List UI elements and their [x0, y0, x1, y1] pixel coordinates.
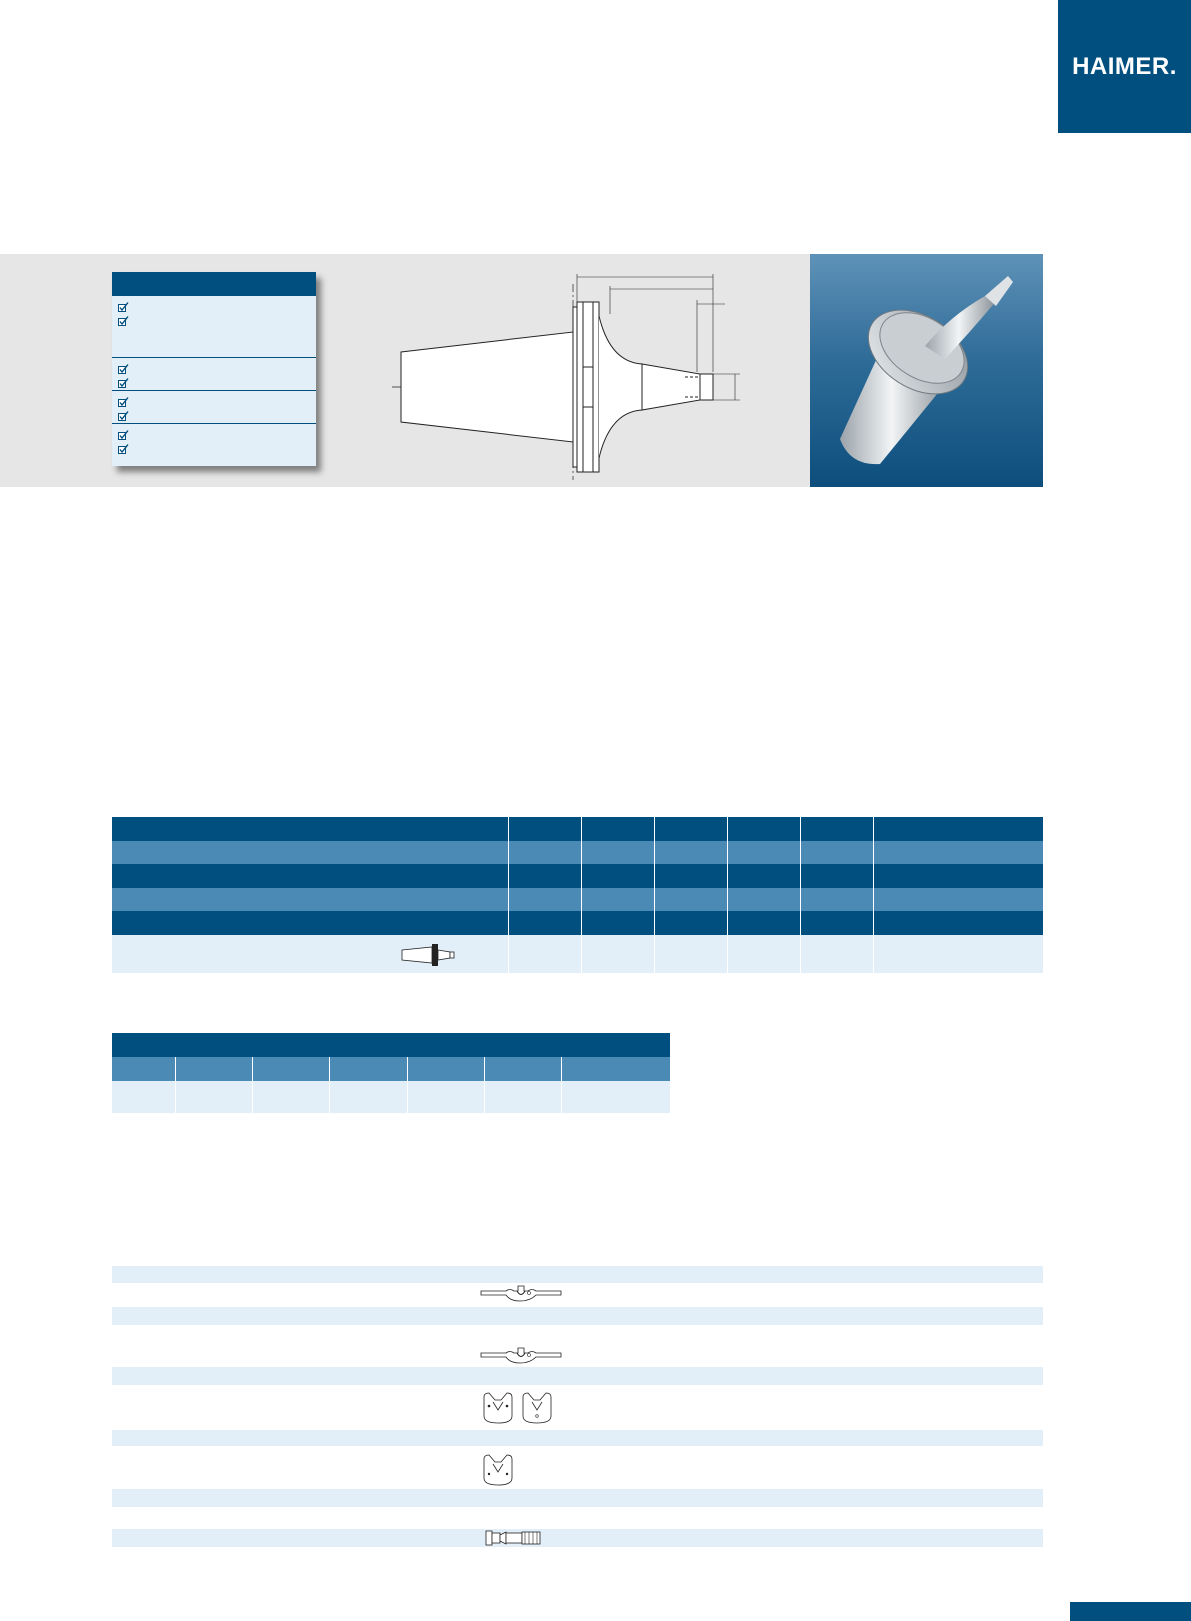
- tool-holder-icon: [400, 942, 456, 968]
- spare-table-row: [112, 1081, 670, 1113]
- checkbox-checked-icon: [118, 302, 129, 313]
- table-header-row: [112, 817, 1043, 841]
- accessory-row: [112, 1529, 1043, 1547]
- table-row: [112, 841, 1043, 864]
- feature-card-header: [112, 272, 316, 296]
- accessory-row: [112, 1367, 1043, 1385]
- accessory-row: [112, 1283, 1043, 1307]
- feature-group: [112, 358, 316, 391]
- product-table: [112, 817, 1043, 973]
- accessory-row: [112, 1307, 1043, 1325]
- clamping-fork-pair-icon: [481, 1392, 556, 1424]
- spare-parts-table: [112, 1033, 670, 1113]
- accessory-row: [112, 1446, 1043, 1489]
- spanner-icon: [480, 1347, 562, 1365]
- checkbox-checked-icon: [118, 444, 129, 455]
- retention-knob-icon: [485, 1527, 543, 1549]
- logo-text: HAIMER.: [1072, 52, 1177, 80]
- accessory-row: [112, 1430, 1043, 1446]
- checkbox-checked-icon: [118, 411, 129, 422]
- table-row: [112, 935, 1043, 973]
- accessory-row: [112, 1489, 1043, 1507]
- accessory-row: [112, 1325, 1043, 1367]
- haimer-logo: [1058, 0, 1191, 133]
- feature-card: [112, 272, 316, 466]
- feature-group: [112, 424, 316, 464]
- technical-drawing: [380, 264, 760, 486]
- spare-table-title-row: [112, 1033, 670, 1057]
- table-header-row: [112, 911, 1043, 935]
- checkbox-checked-icon: [118, 430, 129, 441]
- feature-group: [112, 391, 316, 424]
- spare-table-header-row: [112, 1057, 670, 1081]
- accessory-row: [112, 1266, 1043, 1283]
- tool-holder-photo: [810, 254, 1043, 487]
- table-row: [112, 888, 1043, 911]
- page-number-tab: [1070, 1602, 1191, 1621]
- spanner-icon: [480, 1285, 562, 1303]
- accessory-row: [112, 1385, 1043, 1430]
- checkbox-checked-icon: [118, 397, 129, 408]
- clamping-fork-icon: [481, 1454, 515, 1486]
- accessory-row: [112, 1507, 1043, 1529]
- checkbox-checked-icon: [118, 364, 129, 375]
- checkbox-checked-icon: [118, 378, 129, 389]
- feature-group: [112, 296, 316, 358]
- checkbox-checked-icon: [118, 316, 129, 327]
- product-photo: [810, 254, 1043, 487]
- table-header-row: [112, 864, 1043, 888]
